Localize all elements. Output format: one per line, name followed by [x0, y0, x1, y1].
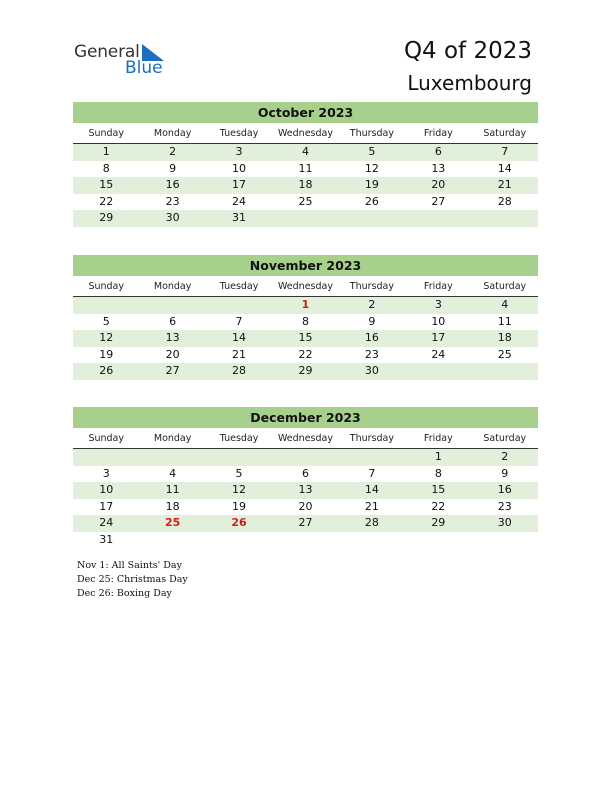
- day-cell: 24: [232, 194, 247, 208]
- weekday-label: Sunday: [88, 281, 124, 292]
- holiday-note: Nov 1: All Saints' Day: [77, 560, 182, 571]
- day-cell: 5: [368, 145, 376, 158]
- weekday-label: Friday: [423, 128, 453, 139]
- day-cell: 18: [165, 499, 180, 513]
- day-cell: 16: [364, 331, 379, 344]
- empty-day-cell: [339, 210, 405, 227]
- day-cell: 14: [232, 331, 247, 344]
- day-cell: 25: [164, 516, 181, 529]
- empty-day-cell: [339, 532, 405, 549]
- empty-day-cell: [472, 363, 538, 380]
- day-cell: 14: [497, 161, 512, 175]
- week-row: [73, 449, 538, 466]
- day-cell: 12: [99, 331, 114, 344]
- day-cell: 11: [298, 161, 313, 175]
- week-row: [73, 177, 538, 194]
- day-cell: 7: [501, 145, 509, 158]
- empty-day-cell: [472, 210, 538, 227]
- weekday-label: Saturday: [483, 281, 527, 292]
- week-row: [73, 347, 538, 364]
- day-cell: 22: [431, 499, 446, 513]
- day-cell: 10: [99, 483, 114, 496]
- day-cell: 12: [232, 483, 247, 496]
- page-title: Q4 of 2023: [403, 38, 532, 64]
- day-cell: 18: [298, 178, 313, 191]
- empty-day-cell: [139, 297, 205, 314]
- day-cell: 7: [368, 466, 376, 480]
- weekday-label: Thursday: [349, 128, 394, 139]
- weekday-label: Friday: [423, 281, 453, 292]
- day-cell: 23: [497, 499, 512, 513]
- weekday-label: Monday: [153, 433, 192, 444]
- day-cell: 6: [301, 466, 309, 480]
- day-cell: 5: [102, 314, 110, 328]
- week-row: [73, 482, 538, 499]
- day-cell: 4: [501, 298, 509, 311]
- week-row: [73, 532, 538, 549]
- day-cell: 4: [169, 466, 177, 480]
- day-cell: 30: [497, 516, 512, 529]
- day-cell: 2: [501, 450, 509, 463]
- holiday-note: Dec 25: Christmas Day: [77, 574, 188, 585]
- weekday-label: Monday: [153, 128, 192, 139]
- day-cell: 19: [232, 499, 247, 513]
- month-november: [73, 255, 538, 380]
- day-cell: 9: [368, 314, 376, 328]
- month-october: [73, 102, 538, 227]
- day-cell: 29: [298, 364, 313, 377]
- holiday-notes: [77, 559, 188, 601]
- month-header: December 2023: [73, 407, 538, 428]
- day-cell: 13: [165, 331, 180, 344]
- day-cell: 30: [364, 364, 379, 377]
- day-cell: 26: [364, 194, 379, 208]
- day-cell: 21: [232, 347, 247, 361]
- weekday-label: Wednesday: [277, 433, 333, 444]
- weekday-label: Wednesday: [277, 281, 333, 292]
- week-row: [73, 314, 538, 331]
- day-cell: 16: [165, 178, 180, 191]
- day-cell: 20: [431, 178, 446, 191]
- weekday-label: Tuesday: [219, 281, 259, 292]
- day-cell: 13: [298, 483, 313, 496]
- logo-blue-text: Blue: [125, 58, 163, 78]
- day-cell: 5: [235, 466, 243, 480]
- day-cell: 12: [364, 161, 379, 175]
- day-cell: 7: [235, 314, 243, 328]
- day-cell: 24: [99, 516, 114, 529]
- week-row: [73, 330, 538, 347]
- week-row: [73, 210, 538, 227]
- week-row: [73, 161, 538, 178]
- weekday-label: Tuesday: [219, 433, 259, 444]
- day-cell: 27: [165, 364, 180, 377]
- month-header: October 2023: [73, 102, 538, 123]
- weekday-label: Tuesday: [219, 128, 259, 139]
- week-row: [73, 515, 538, 532]
- week-row: [73, 144, 538, 161]
- day-cell: 18: [497, 331, 512, 344]
- day-cell: 11: [497, 314, 512, 328]
- day-cell: 22: [99, 194, 114, 208]
- logo: [74, 42, 174, 78]
- day-cell: 8: [102, 161, 110, 175]
- weekday-header-row: [73, 126, 538, 144]
- month-december: [73, 407, 538, 548]
- day-cell: 25: [497, 347, 512, 361]
- empty-day-cell: [139, 449, 205, 466]
- day-cell: 16: [497, 483, 512, 496]
- day-cell: 26: [99, 364, 114, 377]
- day-cell: 29: [431, 516, 446, 529]
- day-cell: 1: [102, 145, 110, 158]
- day-cell: 19: [364, 178, 379, 191]
- weekday-label: Thursday: [349, 281, 394, 292]
- day-cell: 15: [431, 483, 446, 496]
- empty-day-cell: [272, 210, 338, 227]
- day-cell: 17: [99, 499, 114, 513]
- weekday-label: Sunday: [88, 433, 124, 444]
- empty-day-cell: [73, 449, 139, 466]
- weekday-label: Friday: [423, 433, 453, 444]
- weekday-label: Saturday: [483, 128, 527, 139]
- empty-day-cell: [206, 532, 272, 549]
- day-cell: 13: [431, 161, 446, 175]
- day-cell: 28: [232, 364, 247, 377]
- day-cell: 19: [99, 347, 114, 361]
- day-cell: 17: [232, 178, 247, 191]
- day-cell: 24: [431, 347, 446, 361]
- day-cell: 31: [99, 532, 114, 546]
- day-cell: 15: [298, 331, 313, 344]
- week-row: [73, 297, 538, 314]
- day-cell: 1: [301, 298, 310, 311]
- day-cell: 25: [298, 194, 313, 208]
- week-row: [73, 466, 538, 483]
- holiday-note: Dec 26: Boxing Day: [77, 588, 172, 599]
- day-cell: 8: [434, 466, 442, 480]
- logo-general-text: General: [74, 42, 140, 62]
- day-cell: 21: [497, 178, 512, 191]
- weekday-label: Saturday: [483, 433, 527, 444]
- empty-day-cell: [472, 532, 538, 549]
- day-cell: 27: [431, 194, 446, 208]
- day-cell: 28: [497, 194, 512, 208]
- day-cell: 29: [99, 211, 114, 224]
- empty-day-cell: [206, 449, 272, 466]
- day-cell: 3: [102, 466, 110, 480]
- day-cell: 6: [169, 314, 177, 328]
- day-cell: 14: [364, 483, 379, 496]
- weekday-label: Thursday: [349, 433, 394, 444]
- weekday-label: Monday: [153, 281, 192, 292]
- weekday-label: Sunday: [88, 128, 124, 139]
- day-cell: 11: [165, 483, 180, 496]
- day-cell: 10: [431, 314, 446, 328]
- day-cell: 31: [232, 211, 247, 224]
- weekday-label: Wednesday: [277, 128, 333, 139]
- day-cell: 27: [298, 516, 313, 529]
- day-cell: 6: [434, 145, 442, 158]
- day-cell: 2: [368, 298, 376, 311]
- empty-day-cell: [139, 532, 205, 549]
- day-cell: 21: [364, 499, 379, 513]
- empty-day-cell: [206, 297, 272, 314]
- week-row: [73, 499, 538, 516]
- day-cell: 9: [169, 161, 177, 175]
- empty-day-cell: [405, 363, 471, 380]
- day-cell: 28: [364, 516, 379, 529]
- empty-day-cell: [272, 532, 338, 549]
- day-cell: 2: [169, 145, 177, 158]
- day-cell: 8: [301, 314, 309, 328]
- empty-day-cell: [272, 449, 338, 466]
- day-cell: 26: [231, 516, 247, 529]
- weekday-header-row: [73, 431, 538, 449]
- week-row: [73, 194, 538, 211]
- weekday-header-row: [73, 279, 538, 297]
- empty-day-cell: [405, 210, 471, 227]
- day-cell: 17: [431, 331, 446, 344]
- day-cell: 30: [165, 211, 180, 224]
- day-cell: 23: [165, 194, 180, 208]
- page-subtitle: Luxembourg: [407, 71, 532, 95]
- empty-day-cell: [73, 297, 139, 314]
- week-row: [73, 363, 538, 380]
- day-cell: 20: [298, 499, 313, 513]
- day-cell: 1: [434, 450, 442, 463]
- day-cell: 15: [99, 178, 114, 191]
- month-header: November 2023: [73, 255, 538, 276]
- empty-day-cell: [405, 532, 471, 549]
- day-cell: 10: [232, 161, 247, 175]
- day-cell: 23: [364, 347, 379, 361]
- day-cell: 4: [301, 145, 309, 158]
- day-cell: 22: [298, 347, 313, 361]
- day-cell: 20: [165, 347, 180, 361]
- day-cell: 9: [501, 466, 509, 480]
- day-cell: 3: [235, 145, 243, 158]
- empty-day-cell: [339, 449, 405, 466]
- day-cell: 3: [434, 298, 442, 311]
